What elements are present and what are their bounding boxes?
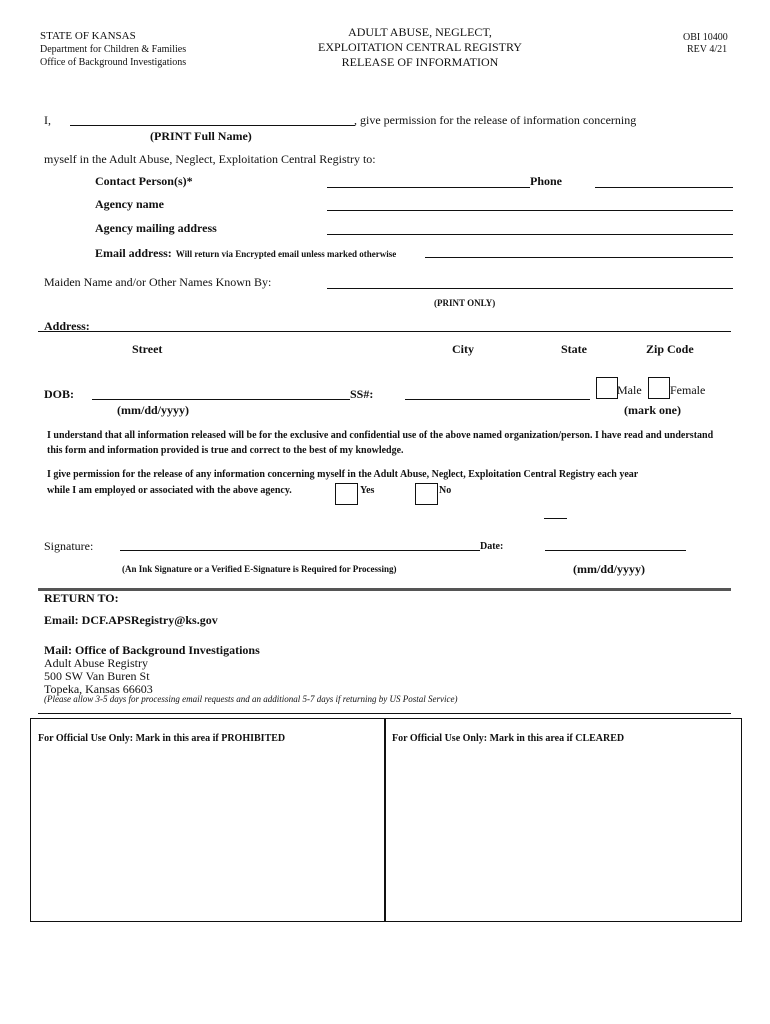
give-permission-text: , give permission for the release of information concerning: [354, 113, 637, 127]
mail-heading: Mail: Office of Background Investigations: [44, 643, 260, 657]
form-title-line3: RELEASE OF INFORMATION: [341, 55, 499, 69]
maiden-name-label: Maiden Name and/or Other Names Known By:: [44, 275, 272, 289]
female-label: Female: [670, 383, 706, 397]
mail-address-line2: 500 SW Van Buren St: [44, 669, 150, 683]
official-cleared-label: For Official Use Only: Mark in this area if CLEARED: [392, 733, 625, 744]
header-department: Department for Children & Families: [40, 44, 187, 55]
section-divider: [38, 588, 731, 591]
email-address-label-group: [95, 244, 396, 262]
dob-format-caption: (mm/dd/yyyy): [117, 403, 189, 417]
yes-label: Yes: [360, 485, 375, 496]
email-address-field[interactable]: [425, 257, 733, 258]
myself-text: myself in the Adult Abuse, Neglect, Exploitation Central Registry to:: [44, 152, 376, 166]
address-label: Address:: [44, 319, 90, 333]
female-checkbox[interactable]: [648, 377, 670, 399]
contact-persons-label: Contact Person(s)*: [95, 174, 193, 188]
ss-field[interactable]: [405, 399, 590, 400]
header-state: STATE OF KANSAS: [40, 30, 136, 42]
processing-time-note: (Please allow 3-5 days for processing email requests and an additional 5-7 days if returning by US Postal Service): [44, 694, 458, 704]
phone-field[interactable]: [595, 187, 733, 188]
return-to-heading: RETURN TO:: [44, 591, 119, 605]
contact-persons-field[interactable]: [327, 187, 530, 188]
official-prohibited-label: For Official Use Only: Mark in this area if PROHIBITED: [38, 733, 286, 744]
signature-field[interactable]: [120, 550, 480, 551]
ss-label: SS#:: [350, 387, 374, 401]
form-revision: REV 4/21: [687, 44, 728, 55]
dob-label: DOB:: [44, 387, 74, 401]
email-address-label: Email address:: [95, 246, 172, 260]
signature-date-field[interactable]: [545, 550, 686, 551]
street-caption: Street: [132, 342, 163, 356]
i-label: I,: [44, 113, 51, 127]
print-only-caption: (PRINT ONLY): [434, 298, 496, 308]
mail-address-line3: Topeka, Kansas 66603: [44, 682, 153, 696]
full-name-field[interactable]: [70, 125, 355, 126]
date-label: Date:: [480, 541, 504, 552]
ink-signature-note: (An Ink Signature or a Verified E-Signature is Required for Processing): [122, 564, 397, 574]
maiden-name-field[interactable]: [327, 288, 733, 289]
male-checkbox[interactable]: [596, 377, 618, 399]
signature-label: Signature:: [44, 539, 94, 553]
address-field[interactable]: [38, 331, 731, 332]
agency-mailing-field[interactable]: [327, 234, 733, 235]
form-title-line1: ADULT ABUSE, NEGLECT,: [348, 25, 492, 39]
header-office: Office of Background Investigations: [40, 57, 187, 68]
form-title-line2: EXPLOITATION CENTRAL REGISTRY: [318, 40, 522, 54]
dob-field[interactable]: [92, 399, 350, 400]
mail-address-line1: Adult Abuse Registry: [44, 656, 148, 670]
mark-one-caption: (mark one): [624, 403, 681, 417]
understanding-statement: I understand that all information released will be for the exclusive and confidential use of the above named organization/person. I have read and understand this form and information provided is true and correct to the best of my knowledge.: [47, 430, 714, 456]
yes-checkbox[interactable]: [335, 483, 358, 505]
no-label: No: [439, 485, 452, 496]
no-checkbox[interactable]: [415, 483, 438, 505]
male-label: Male: [617, 383, 642, 397]
print-full-name-caption: (PRINT Full Name): [150, 129, 252, 143]
official-prohibited-area[interactable]: [30, 718, 386, 922]
agency-name-label: Agency name: [95, 197, 164, 211]
signature-date-format: (mm/dd/yyyy): [573, 562, 645, 576]
email-encrypted-note: Will return via Encrypted email unless marked otherwise: [175, 249, 397, 259]
return-email: Email: DCF.APSRegistry@ks.gov: [44, 613, 218, 627]
annual-permission-line1: I give permission for the release of any information concerning myself in the Adult Abuse, Neglect, Exploitation Central Registry each year: [47, 469, 639, 480]
official-divider: [38, 713, 731, 714]
form-number: OBI 10400: [683, 32, 728, 43]
agency-mailing-label: Agency mailing address: [95, 221, 217, 235]
zip-code-caption: Zip Code: [646, 342, 694, 356]
official-cleared-area[interactable]: [384, 718, 742, 922]
agency-name-field[interactable]: [327, 210, 733, 211]
phone-label: Phone: [530, 174, 563, 188]
initials-field[interactable]: [544, 518, 567, 519]
city-caption: City: [452, 342, 474, 356]
state-caption: State: [561, 342, 587, 356]
annual-permission-line2: while I am employed or associated with the above agency.: [47, 485, 292, 496]
